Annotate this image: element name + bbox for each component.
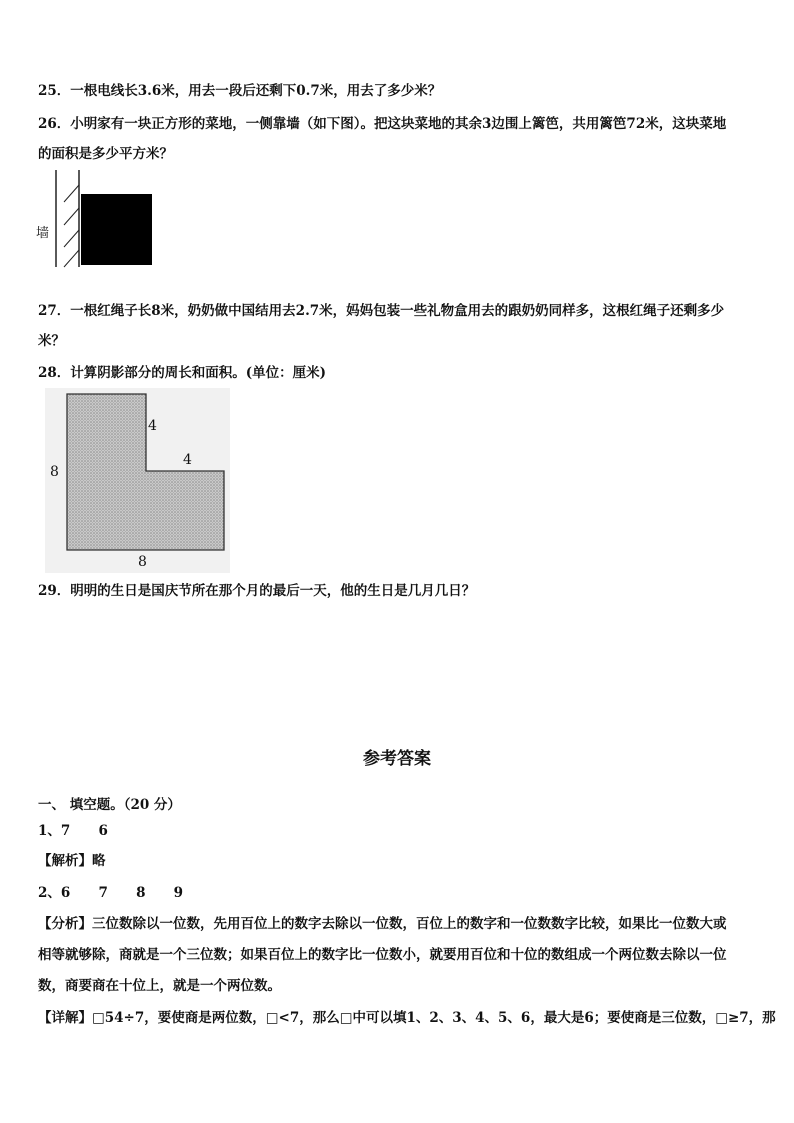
answer-title: 参考答案 bbox=[363, 749, 431, 769]
label-left-8: 8 bbox=[50, 464, 59, 480]
question-28: 28．计算阴影部分的周长和面积。(单位：厘米) bbox=[38, 365, 327, 381]
label-step-4: 4 bbox=[183, 452, 192, 468]
wall-square-figure bbox=[34, 170, 164, 270]
answer-2-analysis-line1: 【分析】三位数除以一位数，先用百位上的数字去除以一位数，百位上的数字和一位数数字比较，如果比一位数大或 bbox=[38, 916, 727, 932]
question-26-line2: 的面积是多少平方米？ bbox=[38, 146, 173, 162]
answer-2-analysis-line2: 相等就够除，商就是一个三位数；如果百位上的数字比一位数小，就要用百位和十位的数组成一个两位数去除以一位 bbox=[38, 947, 727, 963]
question-29: 29．明明的生日是国庆节所在那个月的最后一天，他的生日是几月几日？ bbox=[38, 583, 476, 599]
label-top-right-4: 4 bbox=[148, 418, 157, 434]
answer-2-analysis-line3: 数，商要商在十位上，就是一个两位数。 bbox=[38, 978, 281, 994]
l-shape-figure bbox=[45, 388, 230, 573]
answer-1: 1、7 6 bbox=[38, 823, 108, 839]
question-25: 25．一根电线长3.6米，用去一段后还剩下0.7米，用去了多少米？ bbox=[38, 83, 442, 99]
answer-1-analysis: 【解析】略 bbox=[38, 853, 106, 869]
answer-2: 2、6 7 8 9 bbox=[38, 885, 184, 901]
wall-label: 墙 bbox=[36, 226, 50, 241]
question-26-line1: 26．小明家有一块正方形的菜地，一侧靠墙（如下图）。把这块菜地的其余3边围上篱笆，共用篱笆72米，这块菜地 bbox=[38, 116, 727, 132]
section-1-heading: 一、 填空题。（20 分） bbox=[38, 797, 181, 813]
label-bottom-8: 8 bbox=[138, 554, 147, 570]
question-27-line2: 米？ bbox=[38, 333, 65, 349]
question-27-line1: 27．一根红绳子长8米，奶奶做中国结用去2.7米，妈妈包装一些礼物盒用去的跟奶奶同样多，这根红绳子还剩多少 bbox=[38, 303, 725, 319]
answer-2-detail: 【详解】□54÷7，要使商是两位数，□<7，那么□中可以填1、2、3、4、5、6，最大是6；要使商是三位数，□≥7，那 bbox=[38, 1010, 776, 1026]
